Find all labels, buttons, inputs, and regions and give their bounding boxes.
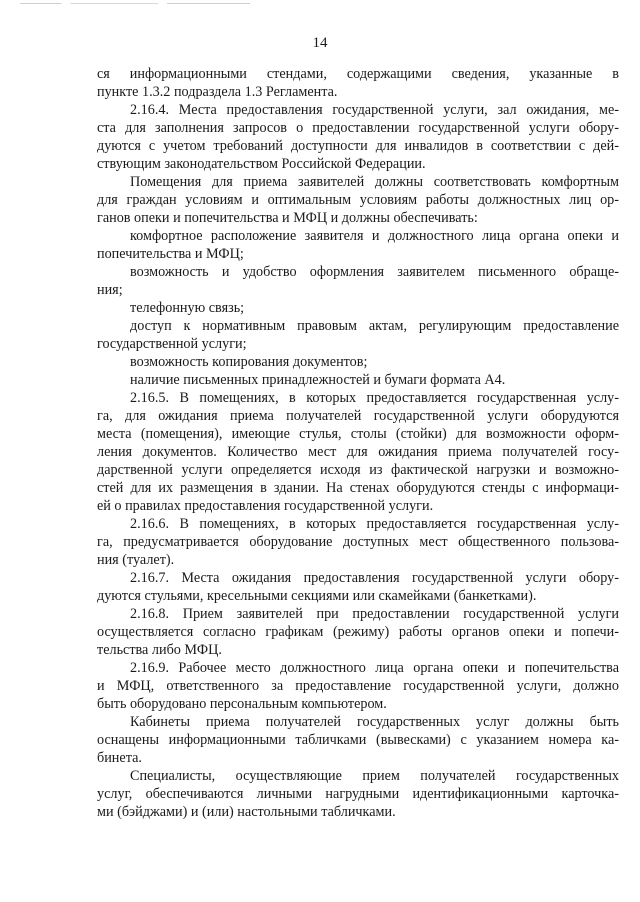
text-line: ганов опеки и попечительства и МФЦ и должны обеспечивать: <box>97 210 478 226</box>
text-line: места (помещения), имеющие стулья, столы (стойки) для возможности оформ- <box>97 426 619 442</box>
text-line: быть оборудовано персональным компьютером. <box>97 696 387 712</box>
text-line: государственной услуги; <box>97 336 247 352</box>
text-line: 2.16.9. Рабочее место должностного лица органа опеки и попечительства <box>130 660 619 676</box>
text-line: пункте 1.3.2 подраздела 1.3 Регламента. <box>97 84 338 100</box>
text-line: возможность копирования документов; <box>130 354 368 370</box>
text-line: стей для их размещения в здании. На стенах оборудуются стенды с информаци- <box>97 480 619 496</box>
text-line: ния (туалет). <box>97 552 175 568</box>
text-line: 2.16.7. Места ожидания предоставления государственной услуги обору- <box>130 570 619 586</box>
text-line: комфортное расположение заявителя и должностного лица органа опеки и <box>130 228 619 244</box>
text-line: доступ к нормативным правовым актам, регулирующим предоставление <box>130 318 619 334</box>
text-line: ния; <box>97 282 123 298</box>
text-line: осуществляется согласно графикам (режиму) работы органов опеки и попечи- <box>97 624 619 640</box>
text-line: га, для ожидания приема получателей государственной услуги оборудуются <box>97 408 619 424</box>
text-line: услуг, обеспечиваются личными нагрудными идентификационными карточка- <box>97 786 619 802</box>
text-line: ста для заполнения запросов о предоставлении государственной услуги обору- <box>97 120 619 136</box>
text-line: ления документов. Количество мест для ожидания приема получателей госу- <box>97 444 619 460</box>
text-line: и МФЦ, ответственного за предоставление государственной услуги, должно <box>97 678 619 694</box>
text-line: ствующим законодательством Российской Федерации. <box>97 156 426 172</box>
text-line: ся информационными стендами, содержащими сведения, указанные в <box>97 66 619 82</box>
text-line: возможность и удобство оформления заявителем письменного обраще- <box>130 264 619 280</box>
text-line: Специалисты, осуществляющие прием получателей государственных <box>130 768 619 784</box>
page-number: 14 <box>312 35 328 51</box>
text-line: Кабинеты приема получателей государственных услуг должны быть <box>130 714 619 730</box>
text-line: ей о правилах предоставления государственной услуги. <box>97 498 434 514</box>
text-line: дарственной услуги определяется исходя из фактической нагрузки и возможно- <box>97 462 619 478</box>
text-line: оснащены информационными табличками (вывесками) с указанием номера ка- <box>97 732 619 748</box>
text-line: 2.16.4. Места предоставления государственной услуги, зал ожидания, ме- <box>130 102 619 118</box>
text-line: тельства либо МФЦ. <box>97 642 222 658</box>
text-line: для граждан условиям и оптимальным условиям работы должностных лиц ор- <box>97 192 619 208</box>
scan-artifact-line <box>20 3 250 4</box>
text-line: ми (бэйджами) и (или) настольными табличками. <box>97 804 396 820</box>
text-line: телефонную связь; <box>130 300 245 316</box>
text-line: га, предусматривается оборудование доступных мест общественного пользова- <box>97 534 619 550</box>
text-line: дуются стульями, кресельными секциями или скамейками (банкетками). <box>97 588 537 604</box>
text-line: наличие письменных принадлежностей и бумаги формата А4. <box>130 372 506 388</box>
text-line: бинета. <box>97 750 142 766</box>
text-line: попечительства и МФЦ; <box>97 246 244 262</box>
text-line: 2.16.8. Прием заявителей при предоставлении государственной услуги <box>130 606 619 622</box>
text-line: Помещения для приема заявителей должны соответствовать комфортным <box>130 174 619 190</box>
text-line: 2.16.5. В помещениях, в которых предоставляется государственная услу- <box>130 390 619 406</box>
text-line: 2.16.6. В помещениях, в которых предоставляется государственная услу- <box>130 516 619 532</box>
text-line: дуются с учетом требований доступности для инвалидов в соответствии с дей- <box>97 138 619 154</box>
